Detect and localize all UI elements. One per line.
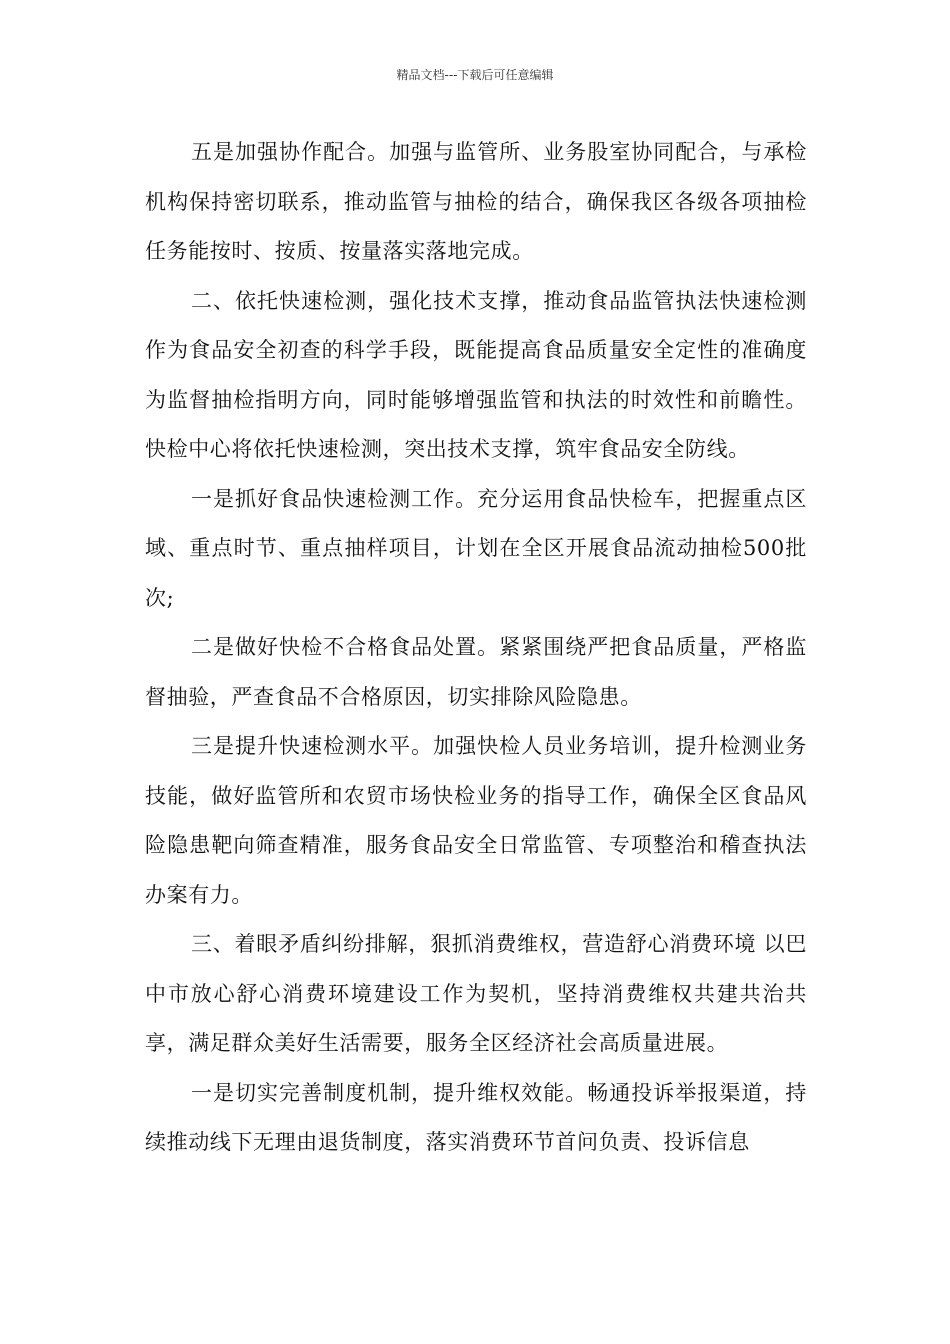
- paragraph: 二是做好快检不合格食品处置。紧紧围绕严把食品质量，严格监督抽验，严查食品不合格原因，切实排除风险隐患。: [145, 635, 807, 709]
- paragraph: 一是抓好食品快速检测工作。充分运用食品快检车，把握重点区域、重点时节、重点抽样项目，计划在全区开展食品流动抽检500批次;: [145, 486, 807, 610]
- paragraph: 三是提升快速检测水平。加强快检人员业务培训，提升检测业务技能，做好监管所和农贸市场快检业务的指导工作，确保全区食品风险隐患靶向筛查精准，服务食品安全日常监管、专项整治和稽查执法办案有力。: [145, 734, 807, 907]
- document-body: [145, 128, 807, 1168]
- page-header: 精品文档---下载后可任意编辑: [396, 68, 554, 82]
- paragraph: 五是加强协作配合。加强与监管所、业务股室协同配合，与承检机构保持密切联系，推动监管与抽检的结合，确保我区各级各项抽检任务能按时、按质、按量落实落地完成。: [145, 140, 807, 263]
- paragraph: 一是切实完善制度机制，提升维权效能。畅通投诉举报渠道，持续推动线下无理由退货制度，落实消费环节首问负责、投诉信息: [145, 1080, 807, 1154]
- paragraph: 三、着眼矛盾纠纷排解，狠抓消费维权，营造舒心消费环境 以巴中市放心舒心消费环境建设工作为契机，坚持消费维权共建共治共享，满足群众美好生活需要，服务全区经济社会高质量进展。: [145, 932, 807, 1055]
- paragraph: 二、依托快速检测，强化技术支撑，推动食品监管执法快速检测作为食品安全初查的科学手段，既能提高食品质量安全定性的准确度为监督抽检指明方向，同时能够增强监管和执法的时效性和前瞻性。快检中心将依托快速检测，突出技术支撑，筑牢食品安全防线。: [145, 288, 807, 461]
